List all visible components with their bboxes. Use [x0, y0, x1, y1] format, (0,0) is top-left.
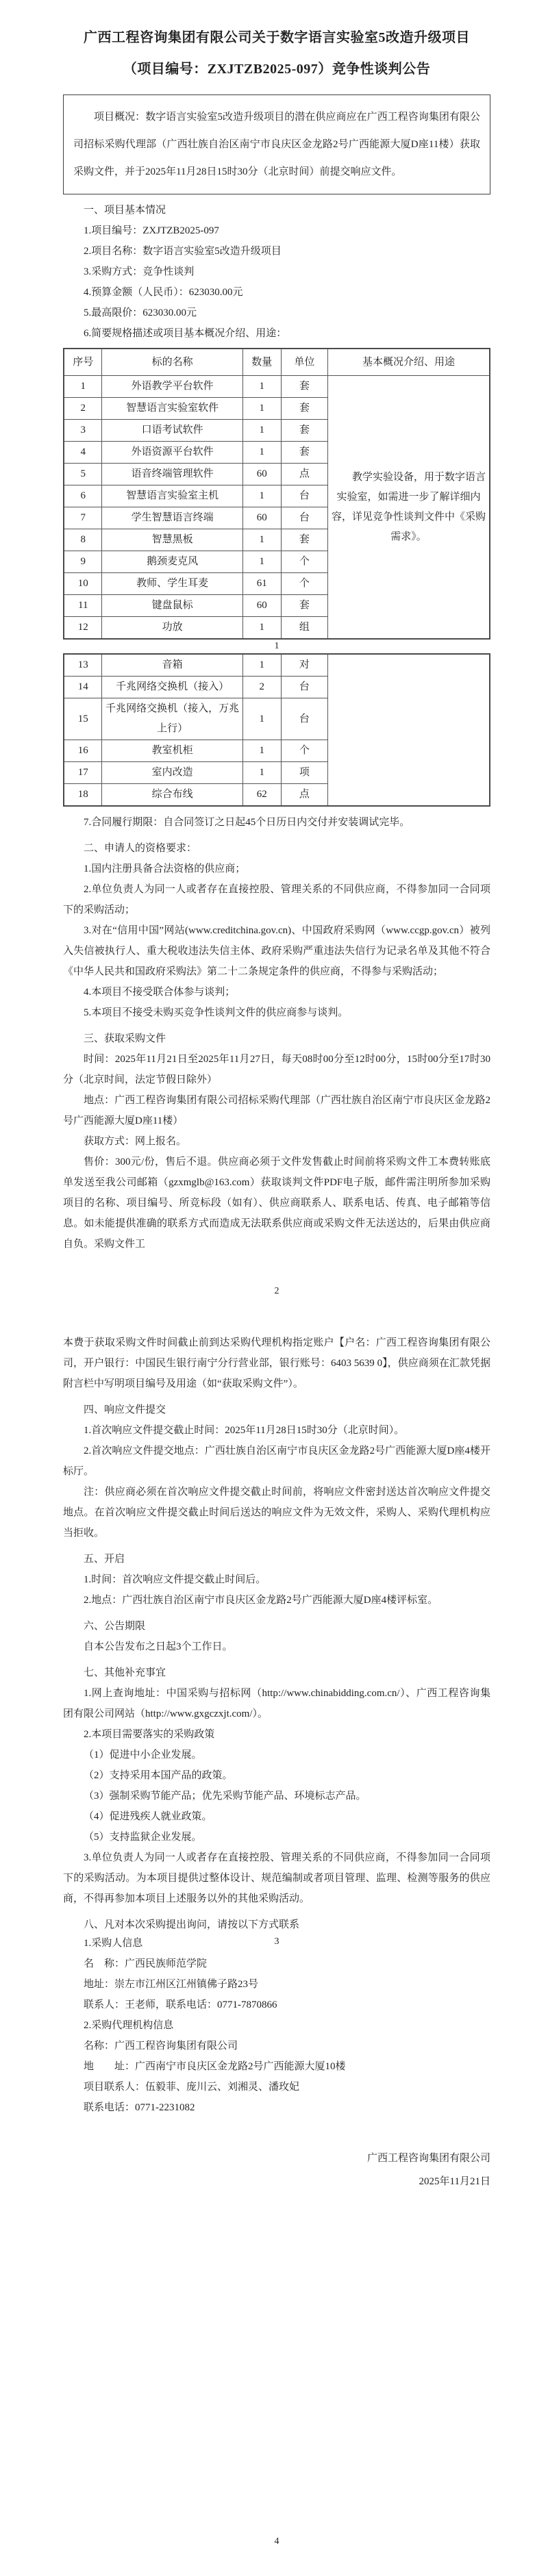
cell-qty: 1 [242, 698, 281, 740]
cell-qty: 2 [242, 677, 281, 698]
items-table-part-1 [63, 348, 490, 640]
cell-unit: 台 [281, 698, 327, 740]
section-heading-other-matters: 七、其他补充事宜 [84, 1667, 166, 1678]
announcement-period-text: 自本公告发布之日起3个工作日。 [84, 1641, 233, 1652]
other-item-query-urls: 1.网上查询地址：中国采购与招标网（http://www.chinabidding.com.cn/）、广西工程咨询集团有限公司网站（http://www.gxgczxjt.com/）。 [63, 1688, 490, 1719]
qualification-item: 5.本项目不接受未购买竞争性谈判文件的供应商参与谈判。 [84, 1007, 349, 1018]
cell-name: 教师、学生耳麦 [102, 573, 242, 595]
cell-unit: 组 [281, 617, 327, 640]
cell-name: 综合布线 [102, 784, 242, 807]
cell-seq: 2 [64, 398, 102, 420]
cell-seq: 3 [64, 420, 102, 442]
acquisition-price-part-1: 售价：300元/份，售后不退。供应商必须于文件发售截止时间前将采购文件工本费转账底单发送至我公司邮箱（gzxmglb@163.com）获取谈判文件PDF电子版，邮件需注明所参加采购项目的名称、项目编号、所竞标段（如有）、供应商联系人、联系电话、传真、电子邮箱等信息。如未能提供准确的联系方式而造成无法联系供应商或采购文件无法送达的，后果由供应商自负。采购文件工 [63, 1157, 490, 1250]
cell-seq: 13 [64, 654, 102, 677]
cell-seq: 12 [64, 617, 102, 640]
cell-unit: 个 [281, 573, 327, 595]
cell-unit: 套 [281, 529, 327, 551]
other-item-policies-heading: 2.本项目需要落实的采购政策 [84, 1729, 215, 1740]
cell-seq: 17 [64, 762, 102, 784]
cell-name: 千兆网络交换机（接入，万兆上行） [102, 698, 242, 740]
cell-qty: 1 [242, 485, 281, 507]
cell-qty: 1 [242, 617, 281, 640]
cell-unit: 台 [281, 507, 327, 529]
purchaser-contact: 联系人：王老师，联系电话：0771-7870866 [84, 1999, 277, 2010]
page-number: 4 [274, 2536, 279, 2547]
cell-qty: 1 [242, 762, 281, 784]
col-header-name: 标的名称 [102, 349, 242, 376]
cell-seq: 16 [64, 740, 102, 762]
agency-contact-persons: 项目联系人：伍毅菲、庞川云、刘湘灵、潘玫妃 [84, 2082, 300, 2093]
cell-qty: 1 [242, 420, 281, 442]
cell-seq: 5 [64, 464, 102, 485]
cell-name: 智慧语言实验室主机 [102, 485, 242, 507]
purchaser-name: 名 称：广西民族师范学院 [84, 1958, 208, 1969]
cell-usage-note-empty [328, 654, 490, 806]
page-number: 3 [274, 1936, 279, 1947]
cell-seq: 9 [64, 551, 102, 573]
item-budget-amount: 4.预算金额（人民币）：623030.00元 [84, 287, 243, 298]
cell-unit: 台 [281, 677, 327, 698]
cell-qty: 1 [242, 376, 281, 398]
cell-unit: 对 [281, 654, 327, 677]
opening-time: 1.时间：首次响应文件提交截止时间后。 [84, 1574, 266, 1585]
cell-name: 鹅颈麦克风 [102, 551, 242, 573]
cell-name: 千兆网络交换机（接入） [102, 677, 242, 698]
page-number: 2 [274, 1286, 279, 1296]
agency-info-heading: 2.采购代理机构信息 [84, 2020, 174, 2031]
document-title [63, 22, 490, 85]
item-project-name: 2.项目名称：数字语言实验室5改造升级项目 [84, 246, 282, 257]
cell-seq: 1 [64, 376, 102, 398]
submission-deadline: 1.首次响应文件提交截止时间：2025年11月28日15时30分（北京时间）。 [84, 1425, 405, 1436]
qualification-item: 4.本项目不接受联合体参与谈判； [84, 987, 236, 998]
cell-qty: 62 [242, 784, 281, 807]
qualification-item: 3.对在“信用中国”网站(www.creditchina.gov.cn)、中国政府采购网（www.ccgp.gov.cn）被列入失信被执行人、重大税收违法失信主体、政府采购严重违法失信行为记录名单及其他不符合《中华人民共和国政府采购法》第二十二条规定条件的供应商，不得参与采购活动； [63, 925, 490, 977]
project-overview-text: 项目概况：数字语言实验室5改造升级项目的潜在供应商应在广西工程咨询集团有限公司招标采购代理部（广西壮族自治区南宁市良庆区金龙路2号广西能源大厦D座11楼）获取采购文件，并于2025年11月28日15时30分（北京时间）前提交响应文件。 [73, 112, 480, 177]
cell-qty: 1 [242, 551, 281, 573]
section-heading-contact: 八、凡对本次采购提出询问，请按以下方式联系 [84, 1919, 300, 1930]
item-spec-intro: 6.简要规格描述或项目基本概况介绍、用途： [84, 328, 287, 339]
purchaser-address: 地址：崇左市江州区江州镇佛子路23号 [84, 1979, 259, 1990]
cell-qty: 60 [242, 507, 281, 529]
acquisition-time: 时间：2025年11月21日至2025年11月27日，每天08时00分至12时00分，15时00分至17时30分（北京时间，法定节假日除外） [63, 1054, 490, 1085]
cell-seq: 10 [64, 573, 102, 595]
acquisition-method: 获取方式：网上报名。 [84, 1136, 187, 1147]
cell-seq: 14 [64, 677, 102, 698]
cell-qty: 1 [242, 398, 281, 420]
page-number: 1 [274, 641, 279, 651]
qualification-item: 1.国内注册具备合法资格的供应商； [84, 863, 246, 874]
cell-unit: 项 [281, 762, 327, 784]
section-heading-basic-info: 一、项目基本情况 [84, 205, 166, 216]
cell-qty: 1 [242, 442, 281, 464]
col-header-seq: 序号 [64, 349, 102, 376]
item-contract-term: 7.合同履行期限：自合同签订之日起45个日历日内交付并安装调试完毕。 [84, 817, 410, 828]
items-table-part-2 [63, 653, 490, 807]
other-item-restriction: 3.单位负责人为同一人或者存在直接控股、管理关系的不同供应商，不得参加同一合同项下的采购活动。为本项目提供过整体设计、规范编制或者项目管理、监理、检测等服务的供应商，不得再参加本项目上述服务以外的其他采购活动。 [63, 1852, 490, 1904]
cell-seq: 7 [64, 507, 102, 529]
section-heading-announcement-period: 六、公告期限 [84, 1621, 146, 1632]
cell-unit: 套 [281, 420, 327, 442]
col-header-unit: 单位 [281, 349, 327, 376]
policy-item: （5）支持监狱企业发展。 [84, 1832, 202, 1843]
cell-qty: 1 [242, 740, 281, 762]
cell-seq: 11 [64, 595, 102, 617]
section-heading-qualifications: 二、申请人的资格要求： [84, 843, 197, 854]
cell-name: 键盘鼠标 [102, 595, 242, 617]
cell-unit: 台 [281, 485, 327, 507]
signature-block [63, 2147, 490, 2193]
cell-name: 语音终端管理软件 [102, 464, 242, 485]
cell-name: 功放 [102, 617, 242, 640]
item-procurement-method: 3.采购方式：竞争性谈判 [84, 266, 195, 277]
cell-name: 音箱 [102, 654, 242, 677]
cell-seq: 18 [64, 784, 102, 807]
item-price-cap: 5.最高限价：623030.00元 [84, 307, 197, 318]
cell-unit: 套 [281, 398, 327, 420]
policy-item: （3）强制采购节能产品；优先采购节能产品、环境标志产品。 [84, 1791, 366, 1802]
qualification-item: 2.单位负责人为同一人或者存在直接控股、管理关系的不同供应商，不得参加同一合同项下的采购活动； [63, 884, 490, 916]
cell-name: 外语教学平台软件 [102, 376, 242, 398]
project-overview-box [63, 94, 490, 194]
title-line-2: （项目编号：ZXJTZB2025-097）竞争性谈判公告 [123, 62, 431, 77]
cell-unit: 套 [281, 442, 327, 464]
cell-usage-note: 教学实验设备，用于数字语言实验室，如需进一步了解详细内容，详见竞争性谈判文件中《采购需求》。 [328, 376, 490, 640]
page-1 [0, 0, 548, 649]
cell-name: 智慧黑板 [102, 529, 242, 551]
cell-qty: 60 [242, 595, 281, 617]
cell-qty: 60 [242, 464, 281, 485]
cell-name: 室内改造 [102, 762, 242, 784]
cell-qty: 1 [242, 654, 281, 677]
section-heading-document-acquisition: 三、获取采购文件 [84, 1033, 166, 1044]
cell-name: 智慧语言实验室软件 [102, 398, 242, 420]
page-4 [0, 1928, 548, 2576]
cell-unit: 点 [281, 784, 327, 807]
table-row [64, 376, 490, 398]
agency-name: 名称：广西工程咨询集团有限公司 [84, 2041, 238, 2051]
agency-address: 地 址：广西南宁市良庆区金龙路2号广西能源大厦10楼 [84, 2061, 346, 2072]
page-2 [0, 649, 548, 1308]
cell-unit: 个 [281, 740, 327, 762]
cell-qty: 1 [242, 529, 281, 551]
submission-note: 注：供应商必须在首次响应文件提交截止时间前，将响应文件密封送达首次响应文件提交地点。在首次响应文件提交截止时间后送达的响应文件为无效文件，采购人、采购代理机构应当拒收。 [63, 1487, 490, 1539]
opening-place: 2.地点：广西壮族自治区南宁市良庆区金龙路2号广西能源大厦D座4楼评标室。 [84, 1595, 438, 1606]
item-project-number: 1.项目编号：ZXJTZB2025-097 [84, 225, 219, 236]
cell-seq: 15 [64, 698, 102, 740]
cell-unit: 点 [281, 464, 327, 485]
submission-place: 2.首次响应文件提交地点：广西壮族自治区南宁市良庆区金龙路2号广西能源大厦D座4楼开标厅。 [63, 1445, 490, 1477]
cell-unit: 套 [281, 376, 327, 398]
policy-item: （1）促进中小企业发展。 [84, 1750, 202, 1760]
signature-date: 2025年11月21日 [419, 2176, 490, 2187]
col-header-qty: 数量 [242, 349, 281, 376]
cell-unit: 套 [281, 595, 327, 617]
cell-name: 口语考试软件 [102, 420, 242, 442]
cell-name: 外语资源平台软件 [102, 442, 242, 464]
agency-phone: 联系电话：0771-2231082 [84, 2102, 195, 2113]
policy-item: （2）支持采用本国产品的政策。 [84, 1770, 233, 1781]
table-header-row [64, 349, 490, 376]
cell-name: 教室机柜 [102, 740, 242, 762]
title-line-1: 广西工程咨询集团有限公司关于数字语言实验室5改造升级项目 [84, 30, 470, 45]
section-heading-response-submission: 四、响应文件提交 [84, 1404, 166, 1415]
cell-name: 学生智慧语言终端 [102, 507, 242, 529]
col-header-note: 基本概况介绍、用途 [328, 349, 490, 376]
signature-company: 广西工程咨询集团有限公司 [366, 2153, 490, 2164]
purchaser-info-heading: 1.采购人信息 [84, 1938, 143, 1949]
cell-seq: 8 [64, 529, 102, 551]
cell-seq: 4 [64, 442, 102, 464]
acquisition-place: 地点：广西工程咨询集团有限公司招标采购代理部（广西壮族自治区南宁市良庆区金龙路2号广西能源大厦D座11楼） [63, 1095, 490, 1126]
acquisition-price-part-2: 本费于获取采购文件时间截止前到达采购代理机构指定账户【户名：广西工程咨询集团有限公司，开户银行：中国民生银行南宁分行营业部，银行账号：6403 5639 0】，供应商须在汇款凭据附言栏中写明项目编号及用途（如“获取采购文件”）。 [63, 1337, 490, 1389]
section-heading-opening: 五、开启 [84, 1554, 125, 1565]
cell-unit: 个 [281, 551, 327, 573]
policy-item: （4）促进残疾人就业政策。 [84, 1811, 212, 1822]
cell-qty: 61 [242, 573, 281, 595]
cell-seq: 6 [64, 485, 102, 507]
table-row [64, 654, 490, 677]
